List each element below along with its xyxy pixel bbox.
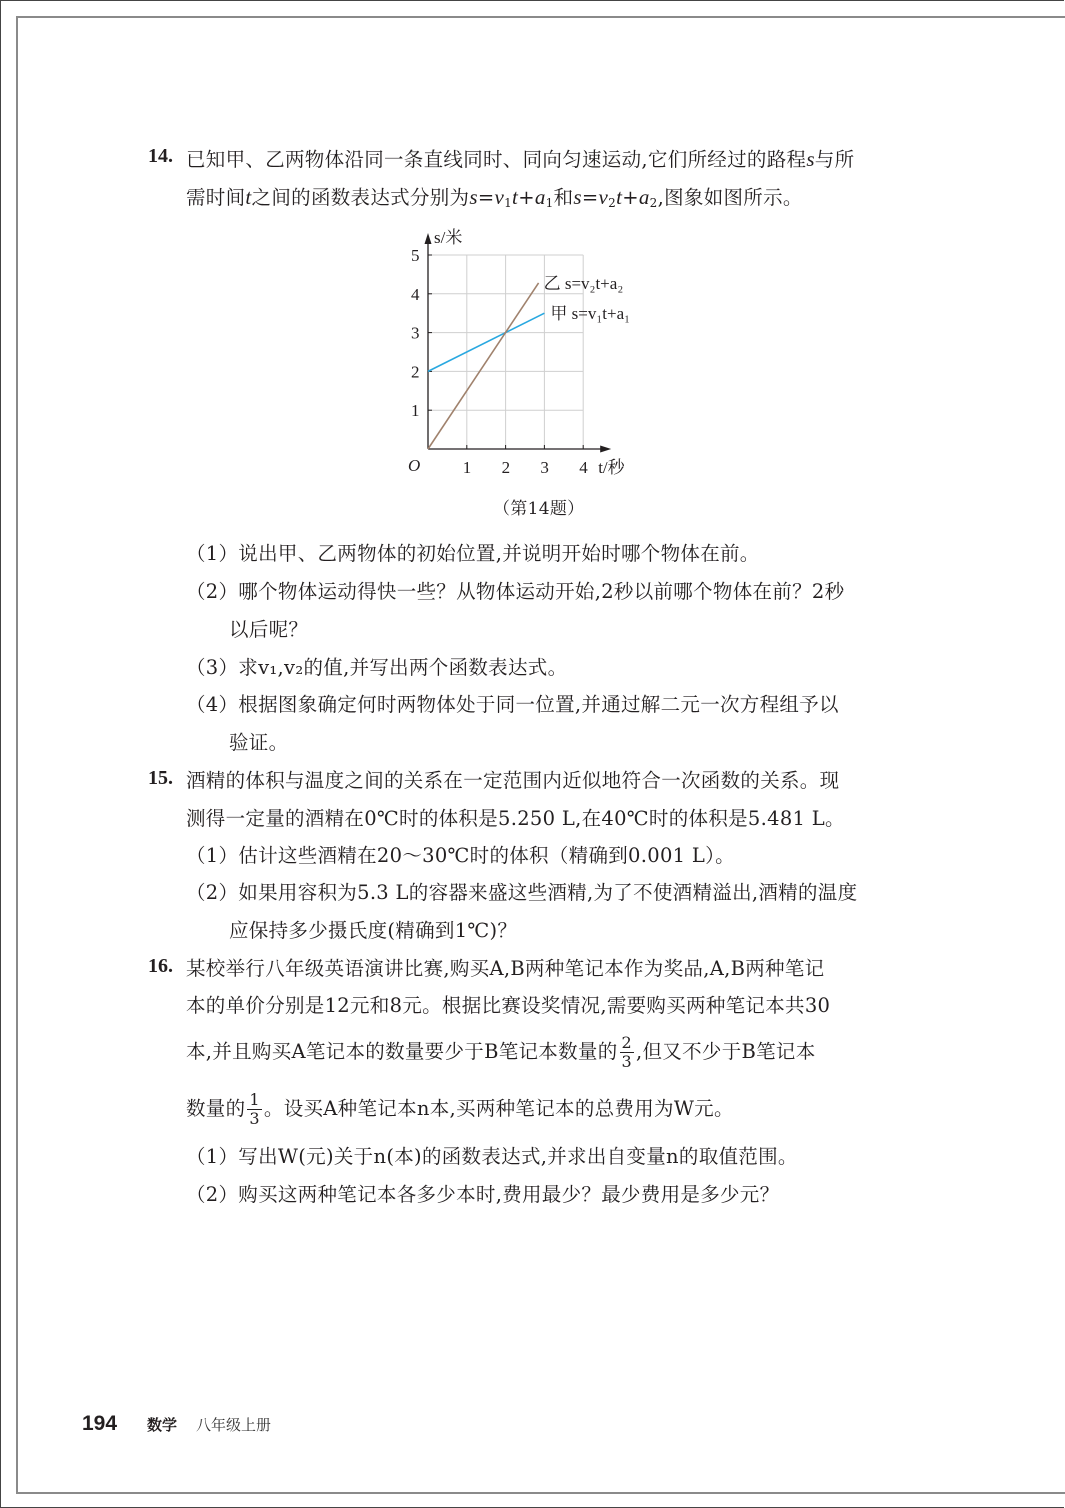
y-tick-label: 3: [411, 323, 420, 343]
series-label-乙: 乙 s=v₂t+a₂: [543, 273, 624, 293]
fraction-two-thirds: $\frac{2}{3}$: [621, 1033, 632, 1071]
problem-15-q2-cont: 应保持多少摄氏度(精确到1℃)？: [229, 919, 518, 942]
problem-16-line-1: 某校举行八年级英语演讲比赛,购买A,B两种笔记本作为奖品,A,B两种笔记: [186, 957, 825, 980]
problem-15-q1: （1）估计这些酒精在20～30℃时的体积（精确到0.001 L）。: [186, 844, 735, 867]
y-tick-label: 2: [411, 362, 420, 382]
x-axis-arrow-icon: [600, 446, 611, 453]
problem-14-number: 14.: [148, 145, 173, 167]
series-label-甲: 甲 s=v₁t+a₁: [550, 304, 631, 324]
problem-16-number: 16.: [148, 955, 173, 977]
x-axis-label: t/秒: [598, 458, 625, 477]
x-tick-label: 1: [462, 458, 472, 477]
problem-14-line-2: 需时间t之间的函数表达式分别为$s=v_1t+a_1$和$s=v_2t+a_2$,图象如图所示。: [186, 185, 803, 210]
problem-14-q2-cont: 以后呢？: [229, 618, 309, 641]
x-tick-label: 2: [501, 458, 511, 477]
problem-15-line-1: 酒精的体积与温度之间的关系在一定范围内近似地符合一次函数的关系。现: [186, 769, 840, 792]
footer-book: 八年级上册: [196, 1416, 272, 1434]
y-axis-arrow-icon: [425, 233, 432, 244]
problem-15-q2: （2）如果用容积为5.3 L的容器来盛这些酒精,为了不使酒精溢出,酒精的温度: [186, 881, 858, 904]
footer-subject: 数学: [147, 1416, 178, 1434]
chart-problem-14: [395, 225, 685, 495]
page-number: 194: [82, 1412, 118, 1435]
problem-15-number: 15.: [148, 767, 173, 789]
problem-16-line-3: 本,并且购买A笔记本的数量要少于B笔记本数量的 $\frac{2}{3}$ ,但又不少于B笔记本: [186, 1033, 816, 1071]
figure-caption: （第14题）: [493, 499, 585, 519]
problem-14-q1: （1）说出甲、乙两物体的初始位置,并说明开始时哪个物体在前。: [186, 542, 760, 565]
problem-16-line-4: 数量的 $\frac{1}{3}$ 。设买A种笔记本n本,买两种笔记本的总费用为W元。: [186, 1090, 734, 1128]
problem-16-line-2: 本的单价分别是12元和8元。根据比赛设奖情况,需要购买两种笔记本共30: [186, 994, 831, 1017]
origin-label: O: [408, 456, 421, 475]
series-line-乙: [428, 283, 539, 449]
x-tick-label: 3: [540, 458, 549, 477]
y-tick-label: 4: [411, 284, 420, 304]
problem-16-q2: （2）购买这两种笔记本各多少本时,费用最少？最少费用是多少元？: [186, 1183, 780, 1206]
problem-14-q4: （4）根据图象确定何时两物体处于同一位置,并通过解二元一次方程组予以: [186, 693, 839, 716]
y-axis-label: s/米: [434, 228, 463, 247]
problem-14-line-1: 已知甲、乙两物体沿同一条直线同时、同向匀速运动,它们所经过的路程s与所: [186, 147, 855, 171]
fraction-one-third: $\frac{1}{3}$: [249, 1090, 260, 1128]
problem-14-q4-cont: 验证。: [229, 731, 289, 754]
problem-14-q2: （2）哪个物体运动得快一些？从物体运动开始,2秒以前哪个物体在前？2秒: [186, 580, 845, 603]
x-tick-label: 4: [579, 458, 588, 477]
y-tick-label: 1: [411, 401, 420, 421]
problem-16-q1: （1）写出W(元)关于n(本)的函数表达式,并求出自变量n的取值范围。: [186, 1145, 798, 1168]
problem-15-line-2: 测得一定量的酒精在0℃时的体积是5.250 L,在40℃时的体积是5.481 L。: [186, 807, 845, 830]
problem-14-q3: （3）求v₁,v₂的值,并写出两个函数表达式。: [186, 656, 568, 679]
y-tick-label: 5: [411, 246, 420, 265]
